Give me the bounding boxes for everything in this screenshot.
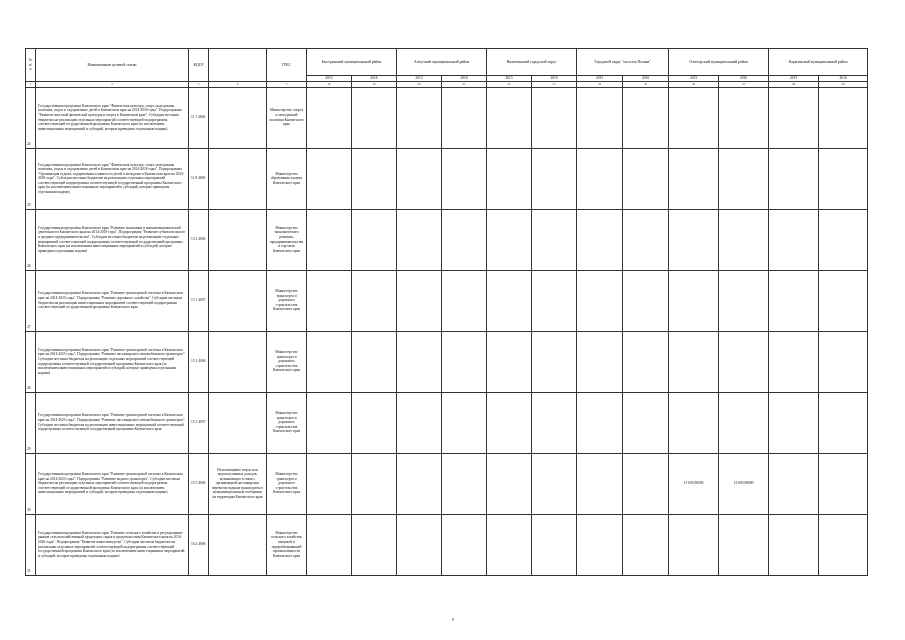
header-municipality: Карагинский муниципальный район [769,49,868,76]
row-number: 29 [27,447,31,451]
row-value [352,514,397,575]
row-grbs: Министерство транспорта и дорожного строительства Камчатского края [267,270,307,331]
row-value [819,270,868,331]
row-value [442,453,487,514]
header-grbs: ГРБС [267,49,307,82]
row-value [669,392,719,453]
row-value [397,514,442,575]
row-value [769,331,819,392]
row-number-cell [26,331,36,392]
row-value [769,514,819,575]
row-value [487,270,532,331]
header-name: Наименование целевой статьи [36,49,189,82]
header-year: 2015 [769,76,819,82]
header-row [26,49,868,76]
row-value [307,392,352,453]
row-value [719,209,769,270]
header-municipality: Городской округ "поселок Палана" [577,49,669,76]
row-value [532,87,577,148]
row-kvr [209,148,267,209]
table-row [26,331,868,392]
row-kvr: На возмещение затрат или недополученных доходов, возникающих в связи с организацией пассажирских перевозок водным транспортом в межмуниципальном сообщении на территории Камчатского края [209,453,267,514]
header-year: 2016 [442,76,487,82]
row-value [487,209,532,270]
row-kcsr: 15 5 4006 [189,453,209,514]
row-value [307,148,352,209]
table-row [26,270,868,331]
row-kvr [209,209,267,270]
row-value [442,270,487,331]
header-year: 2015 [669,76,719,82]
row-value [352,87,397,148]
col-number: 25 [623,82,669,88]
col-number: 29 [819,82,868,88]
row-value [769,270,819,331]
col-number: 2 [36,82,189,88]
row-value [487,453,532,514]
row-value [769,87,819,148]
row-value [352,270,397,331]
header-year: 2015 [487,76,532,82]
row-value [769,209,819,270]
row-kvr [209,87,267,148]
row-value [669,148,719,209]
row-value [397,270,442,331]
row-value [397,209,442,270]
row-name: Государственная программа Камчатского края "Физическая культура, спорт, молодежная политика, отдых и оздоровление детей в Камчатском крае на 2014-2018 годы". Подпрограмма "Организация отдыха, оздоровления и занятости детей и молодежи в Камчатском крае на 2014-2018 годы". Субсидии местным бюджетам на реализацию отдельных мероприятий соответствующей подпрограммы соответствующей государственной программы Камчатского края (за исключением инвестиционных мероприятий и субсидий, которые приведены отдельными кодами) [36,148,189,209]
header-municipality: Вилючинский городской округ [487,49,577,76]
row-value [623,392,669,453]
row-value [669,87,719,148]
row-number-cell [26,87,36,148]
table-row [26,87,868,148]
col-number: 4 [209,82,267,88]
row-number: 30 [27,508,31,512]
row-number: 24 [27,142,31,146]
row-value [397,453,442,514]
row-value [307,270,352,331]
row-name: Государственная программа Камчатского края "Развитие экономики и внешнеэкономической деятельности Камчатского края на 2014-2018 годы". Подпрограмма "Развитие субъектов малого и среднего предпринимательства". Субсидии местным бюджетам на реализацию отдельных мероприятий соответствующей подпрограммы соответствующей государственной программы Камчатского края (за исключением инвестиционных мероприятий и субсидий, которые приведены отдельными кодами) [36,209,189,270]
row-kvr [209,270,267,331]
row-value [577,87,623,148]
row-value [532,209,577,270]
table-row [26,453,868,514]
row-value [719,331,769,392]
row-kcsr: 11 1 4006 [189,87,209,148]
header-kvr [209,49,267,82]
row-value [577,270,623,331]
row-value [487,514,532,575]
header-municipality: Олюторский муниципальный район [669,49,769,76]
col-number: 5 [267,82,307,88]
row-value [623,270,669,331]
row-number-cell [26,392,36,453]
row-value [623,209,669,270]
row-value [352,209,397,270]
row-value [487,148,532,209]
row-value [352,392,397,453]
row-kcsr: 11 8 4006 [189,148,209,209]
row-number: 28 [27,386,31,390]
row-value [307,331,352,392]
row-value [442,331,487,392]
row-value [669,514,719,575]
row-name: Государственная программа Камчатского края "Развитие сельского хозяйства и регулирование рынков сельскохозяйственной продукции, сырья и продовольствия Камчатского края на 2014-2020 годы". Подпрограмма "Развитие животноводства". Субсидии местным бюджетам на реализацию отдельных мероприятий соответствующей подпрограммы соответствующей государственной программы Камчатского края (за исключением инвестиционных мероприятий и субсидий, которые приведены отдельными кодами) [36,514,189,575]
header-kcsr: КЦСР [189,49,209,82]
row-value [769,392,819,453]
table-row [26,514,868,575]
row-value [397,87,442,148]
table-body [26,87,868,575]
row-grbs: Министерство сельского хозяйства, пищевой и перерабатывающей промышленности Камчатского края [267,514,307,575]
row-value: 15 693,90000 [669,453,719,514]
row-value [819,209,868,270]
row-value [442,209,487,270]
col-number: 28 [769,82,819,88]
row-value [577,514,623,575]
header-year: 2016 [623,76,669,82]
row-value [307,453,352,514]
header-year: 2016 [719,76,769,82]
row-value [307,87,352,148]
row-value [397,331,442,392]
row-value [532,392,577,453]
row-value [819,331,868,392]
row-value [442,392,487,453]
header-year: 2016 [532,76,577,82]
row-value: 15 693,90000 [719,453,769,514]
row-value [577,148,623,209]
row-value [719,514,769,575]
row-value [577,331,623,392]
row-name: Государственная программа Камчатского края "Развитие транспортной системы в Камчатском крае на 2014-2025 годы". Подпрограмма "Развитие дорожного хозяйства". Субсидии местным бюджетам на реализацию инвестиционных мероприятий соответствующей подпрограммы соответствующей государственной программы Камчатского края [36,270,189,331]
row-value [819,392,868,453]
row-number-cell [26,148,36,209]
row-value [623,148,669,209]
budget-table [25,48,868,576]
row-value [532,453,577,514]
row-kvr [209,392,267,453]
row-value [397,148,442,209]
row-value [819,148,868,209]
row-value [577,392,623,453]
row-number-cell [26,270,36,331]
row-value [719,270,769,331]
col-number: 19 [352,82,397,88]
row-name: Государственная программа Камчатского края "Развитие транспортной системы в Камчатском крае на 2014-2025 годы". Подпрограмма "Развитие водного транспорта". Субсидии местным бюджетам на реализацию отдельных мероприятий соответствующей подпрограммы соответствующей государственной программы Камчатского края (за исключением инвестиционных мероприятий и субсидий, которые приведены отдельными кодами) [36,453,189,514]
col-number: 24 [577,82,623,88]
row-name: Государственная программа Камчатского края "Развитие транспортной системы в Камчатском крае на 2014-2025 годы". Подпрограмма "Развитие пассажирского автомобильного транспорта". Субсидии местным бюджетам на реализацию отдельных мероприятий соответствующей подпрограммы соответствующей государственной программы Камчатского края (за исключением инвестиционных мероприятий и субсидий, которые приведены отдельными кодами) [36,331,189,392]
row-value [442,514,487,575]
row-value [623,453,669,514]
row-value [352,331,397,392]
row-grbs: Министерство спорта и молодежной политики Камчатского края [267,87,307,148]
col-number: 18 [307,82,352,88]
row-kcsr: 13 2 4006 [189,209,209,270]
row-value [669,209,719,270]
row-name: Государственная программа Камчатского края "Физическая культура, спорт, молодежная политика, отдых и оздоровление детей в Камчатском крае на 2014-2018 годы". Подпрограмма "Развитие массовой физической культуры и спорта в Камчатском крае". Субсидии местным бюджетам на реализацию отдельных мероприятий соответствующей подпрограммы соответствующей государственной программы Камчатского края (за исключением инвестиционных мероприятий и субсидий, которые приведены отдельными кодами) [36,87,189,148]
row-number: 27 [27,325,31,329]
header-year: 2015 [307,76,352,82]
row-kcsr: 15 3 4007 [189,392,209,453]
row-grbs: Министерство транспорта и дорожного строительства Камчатского края [267,392,307,453]
row-value [487,392,532,453]
header-num: № п/п [26,49,36,82]
row-grbs: Министерство транспорта и дорожного строительства Камчатского края [267,331,307,392]
row-value [769,453,819,514]
row-value [623,87,669,148]
table-row [26,209,868,270]
row-value [442,148,487,209]
row-number-cell [26,209,36,270]
header-year: 2016 [819,76,868,82]
col-number: 23 [532,82,577,88]
row-kcsr: 15 1 4007 [189,270,209,331]
row-value [577,209,623,270]
row-value [532,148,577,209]
col-number: 1 [26,82,36,88]
row-value [532,270,577,331]
row-value [352,453,397,514]
row-value [487,331,532,392]
row-kvr [209,331,267,392]
row-grbs: Министерство образования и науки Камчатского края [267,148,307,209]
row-value [769,148,819,209]
row-number: 25 [27,203,31,207]
row-value [532,331,577,392]
row-number: 31 [27,569,31,573]
col-number: 27 [719,82,769,88]
row-kvr [209,514,267,575]
row-name: Государственная программа Камчатского края "Развитие транспортной системы в Камчатском крае на 2014-2025 годы". Подпрограмма "Развитие пассажирского автомобильного транспорта". Субсидии местным бюджетам на реализацию инвестиционных мероприятий соответствующей подпрограммы соответствующей государственной программы Камчатского края [36,392,189,453]
col-number: 26 [669,82,719,88]
row-value [487,87,532,148]
row-kcsr: 15 3 4006 [189,331,209,392]
row-grbs: Министерство экономического развития, предпринимательства и торговли Камчатского края [267,209,307,270]
row-number-cell [26,453,36,514]
row-value [719,392,769,453]
row-value [669,270,719,331]
header-municipality: Быстринский муниципальный район [307,49,397,76]
row-number-cell [26,514,36,575]
row-value [819,87,868,148]
header-year: 2015 [397,76,442,82]
header-year: 2016 [352,76,397,82]
row-value [819,453,868,514]
row-value [307,209,352,270]
table-row [26,148,868,209]
col-number: 3 [189,82,209,88]
col-number: 21 [442,82,487,88]
header-year: 2015 [577,76,623,82]
row-value [397,392,442,453]
col-number: 22 [487,82,532,88]
row-value [819,514,868,575]
row-grbs: Министерство транспорта и дорожного строительства Камчатского края [267,453,307,514]
row-value [719,87,769,148]
header-municipality: Алеутский муниципальный район [397,49,487,76]
row-value [623,514,669,575]
col-number: 20 [397,82,442,88]
row-value [577,453,623,514]
row-kcsr: 16 2 4006 [189,514,209,575]
row-value [719,148,769,209]
row-number: 26 [27,264,31,268]
page-number: 9 [452,617,454,622]
row-value [623,331,669,392]
table-row [26,392,868,453]
row-value [532,514,577,575]
row-value [307,514,352,575]
row-value [669,331,719,392]
row-value [352,148,397,209]
row-value [442,87,487,148]
